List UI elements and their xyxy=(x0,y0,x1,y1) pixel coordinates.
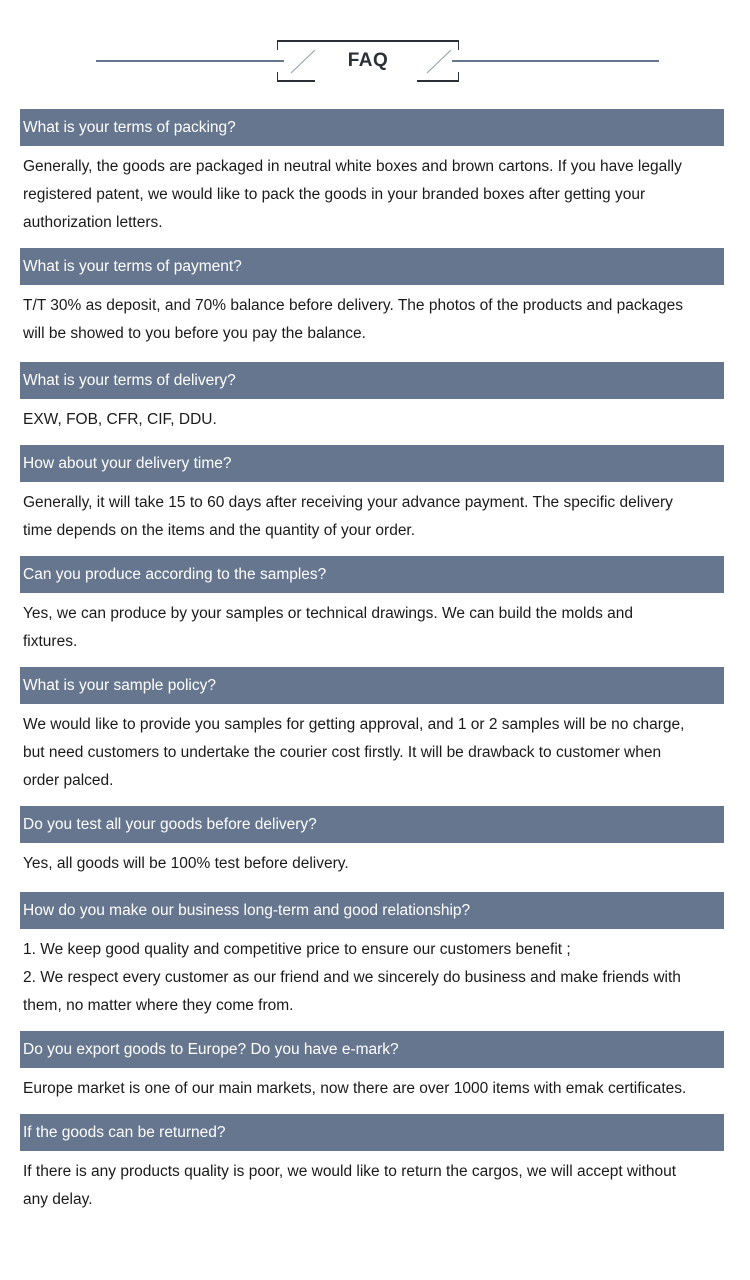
faq-answer-line: registered patent, we would like to pack the goods in your branded boxes after getting your xyxy=(23,186,646,203)
header-divider-left xyxy=(96,60,284,62)
header-divider-right xyxy=(452,60,659,62)
faq-item xyxy=(20,892,724,1020)
faq-item xyxy=(20,248,724,348)
faq-item xyxy=(20,1114,724,1214)
faq-answer xyxy=(20,146,724,237)
faq-list xyxy=(20,109,724,1214)
faq-answer-line: time depends on the items and the quantity of your order. xyxy=(23,522,416,539)
faq-answer-line: EXW, FOB, CFR, CIF, DDU. xyxy=(23,411,217,428)
faq-answer-line: any delay. xyxy=(23,1191,93,1208)
faq-item xyxy=(20,806,724,878)
faq-item xyxy=(20,445,724,545)
faq-answer-line: T/T 30% as deposit, and 70% balance before delivery. The photos of the products and packages xyxy=(23,297,684,314)
faq-header xyxy=(0,0,750,100)
faq-item xyxy=(20,667,724,795)
faq-answer-line: Generally, it will take 15 to 60 days after receiving your advance payment. The specific delivery xyxy=(23,494,673,511)
faq-answer-line: Yes, all goods will be 100% test before delivery. xyxy=(23,855,349,872)
faq-answer xyxy=(20,704,724,795)
faq-question: How do you make our business long-term and good relationship? xyxy=(20,892,724,929)
faq-answer-line: 1. We keep good quality and competitive price to ensure our customers benefit ; xyxy=(23,941,571,958)
faq-question: What is your terms of delivery? xyxy=(20,362,724,399)
faq-question: How about your delivery time? xyxy=(20,445,724,482)
faq-answer-line: fixtures. xyxy=(23,633,78,650)
faq-answer-line: will be showed to you before you pay the balance. xyxy=(23,325,366,342)
faq-item xyxy=(20,362,724,434)
faq-answer-line: order palced. xyxy=(23,772,114,789)
faq-item xyxy=(20,1031,724,1103)
page-title: FAQ xyxy=(347,50,389,71)
faq-answer-line: Generally, the goods are packaged in neutral white boxes and brown cartons. If you have legally xyxy=(23,158,682,175)
faq-answer-line: We would like to provide you samples for getting approval, and 1 or 2 samples will be no charge, xyxy=(23,716,685,733)
faq-answer xyxy=(20,399,724,434)
faq-answer-line: authorization letters. xyxy=(23,214,163,231)
faq-question: Do you export goods to Europe? Do you have e-mark? xyxy=(20,1031,724,1068)
faq-answer xyxy=(20,1068,724,1103)
faq-answer xyxy=(20,593,724,656)
title-frame xyxy=(277,40,459,82)
faq-question: Can you produce according to the samples? xyxy=(20,556,724,593)
faq-answer xyxy=(20,929,724,1020)
faq-answer-line: them, no matter where they come from. xyxy=(23,997,294,1014)
faq-question: What is your terms of packing? xyxy=(20,109,724,146)
faq-answer xyxy=(20,843,724,878)
faq-question: What is your terms of payment? xyxy=(20,248,724,285)
faq-answer-line: If there is any products quality is poor, we would like to return the cargos, we will accept without xyxy=(23,1163,677,1180)
faq-answer-line: 2. We respect every customer as our friend and we sincerely do business and make friends with xyxy=(23,969,681,986)
faq-answer-line: but need customers to undertake the courier cost firstly. It will be drawback to customer when xyxy=(23,744,662,761)
faq-question: If the goods can be returned? xyxy=(20,1114,724,1151)
faq-answer-line: Europe market is one of our main markets, now there are over 1000 items with emak certificates. xyxy=(23,1080,687,1097)
faq-answer xyxy=(20,482,724,545)
faq-answer-line: Yes, we can produce by your samples or technical drawings. We can build the molds and xyxy=(23,605,634,622)
faq-answer xyxy=(20,1151,724,1214)
faq-item xyxy=(20,109,724,237)
faq-answer xyxy=(20,285,724,348)
faq-question: Do you test all your goods before delivery? xyxy=(20,806,724,843)
faq-item xyxy=(20,556,724,656)
faq-question: What is your sample policy? xyxy=(20,667,724,704)
